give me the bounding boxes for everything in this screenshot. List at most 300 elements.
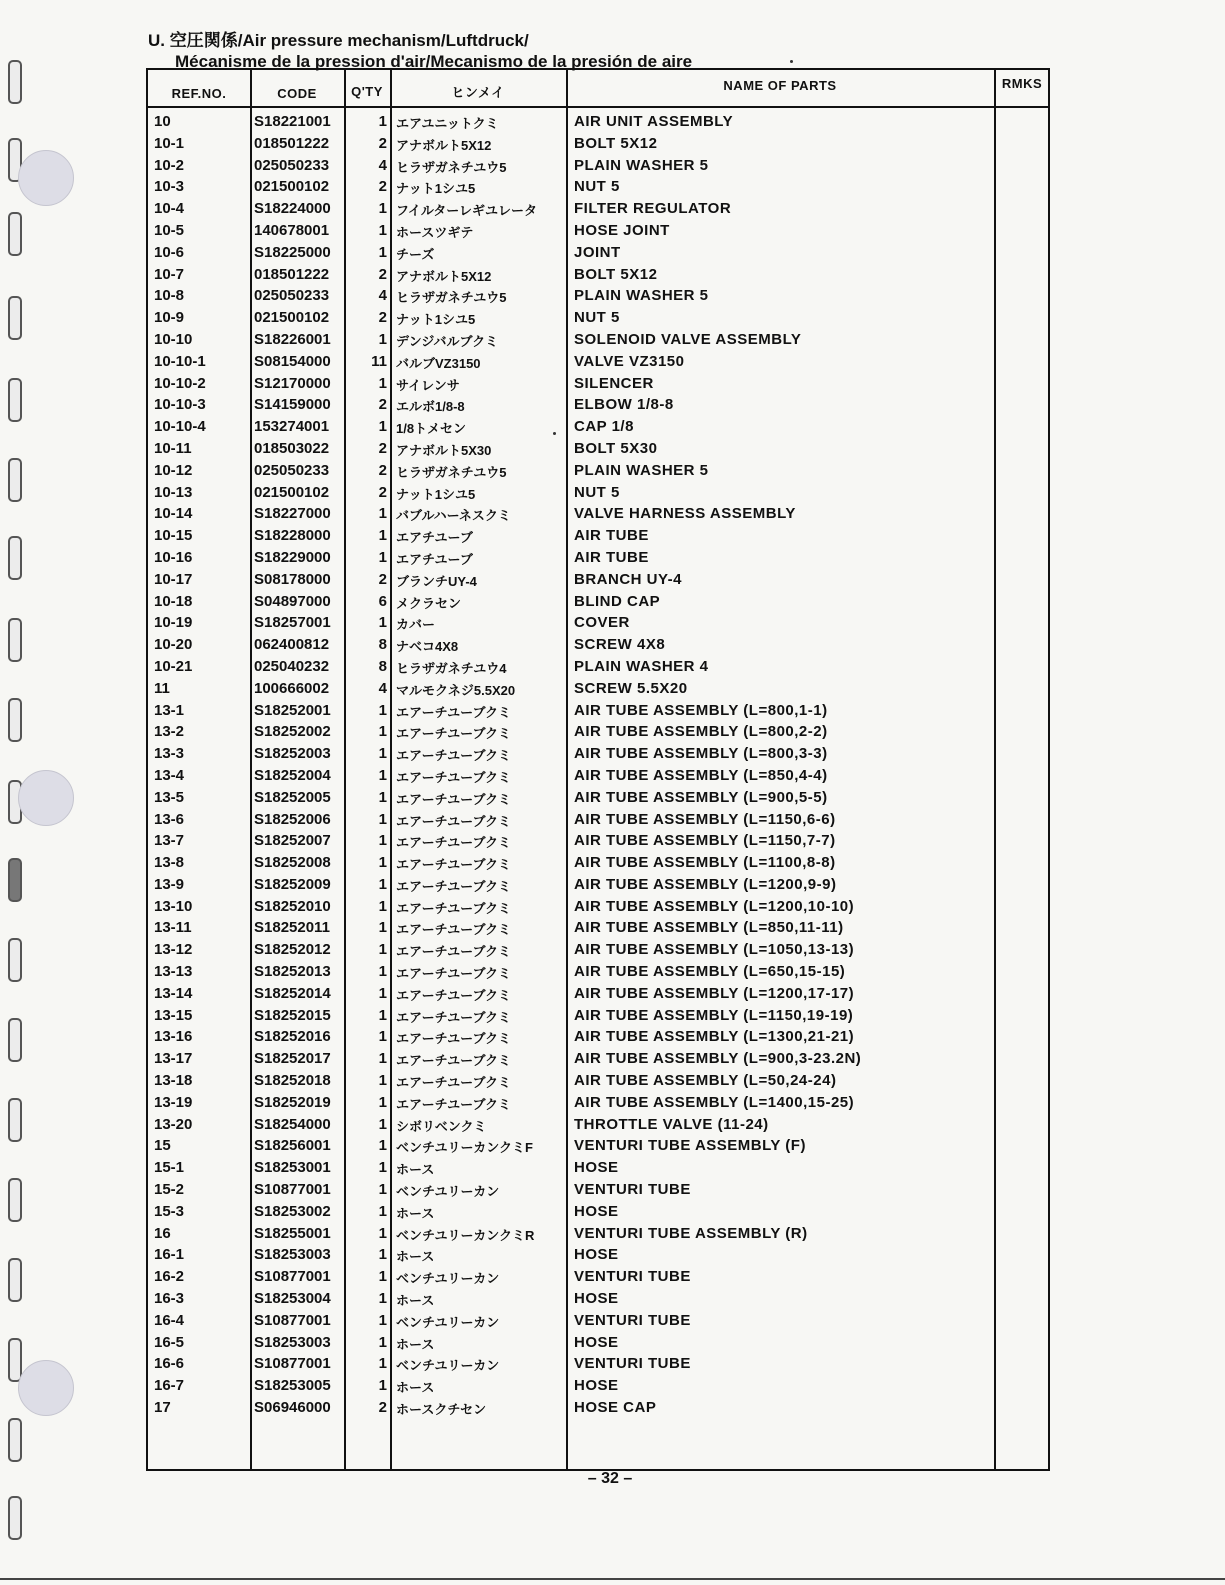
table-row [148, 1287, 1048, 1309]
table-row [148, 1004, 1048, 1026]
part-name-cell: PLAIN WASHER 4 [574, 657, 709, 675]
part-name-cell: BLIND CAP [574, 592, 661, 610]
part-name-cell: JOINT [574, 243, 621, 261]
ref-cell: 15 [154, 1137, 171, 1155]
part-name-cell: AIR UNIT ASSEMBLY [574, 113, 734, 130]
qty-cell: 1 [378, 766, 387, 784]
code-cell: S18252013 [254, 963, 331, 981]
part-name-cell: HOSE [574, 1290, 619, 1308]
speck [790, 60, 793, 63]
ref-cell: 16-7 [154, 1377, 185, 1395]
ref-cell: 13-1 [154, 701, 185, 719]
table-row [148, 284, 1048, 306]
table-row [148, 1134, 1048, 1156]
ref-cell: 13-10 [154, 897, 193, 915]
jp-name-cell: ホース [396, 1293, 435, 1309]
jp-name-cell: エアーチユーブクミ [396, 1053, 512, 1069]
binder-hole [8, 296, 22, 340]
table-row [148, 611, 1048, 633]
page-bottom-line [0, 1578, 1225, 1580]
table-row [148, 1113, 1048, 1135]
ref-cell: 15-2 [154, 1181, 185, 1199]
jp-name-cell: ナット1シユ5 [396, 486, 476, 502]
qty-cell: 1 [378, 330, 387, 348]
part-name-cell: AIR TUBE ASSEMBLY (L=800,2-2) [574, 723, 828, 741]
code-cell: S10877001 [254, 1268, 331, 1286]
part-name-cell: AIR TUBE ASSEMBLY (L=800,3-3) [574, 745, 828, 763]
qty-cell: 2 [378, 483, 387, 501]
qty-cell: 1 [378, 1246, 387, 1264]
table-row [148, 873, 1048, 895]
jp-name-cell: ベンチユリーカン [396, 1358, 500, 1374]
part-name-cell: SILENCER [574, 374, 654, 392]
ref-cell: 13-20 [154, 1115, 193, 1133]
jp-name-cell: ホース [396, 1336, 435, 1352]
jp-name-cell: ヒラザガネチユウ5 [396, 159, 507, 175]
part-name-cell: AIR TUBE ASSEMBLY (L=1200,9-9) [574, 875, 837, 893]
table-row [148, 1200, 1048, 1222]
code-cell: S18255001 [254, 1224, 331, 1242]
code-cell: S18252001 [254, 701, 331, 719]
part-name-cell: BRANCH UY-4 [574, 570, 683, 588]
ref-cell: 10-6 [154, 243, 185, 261]
part-name-cell: VALVE HARNESS ASSEMBLY [574, 505, 796, 523]
table-row [148, 154, 1048, 176]
part-name-cell: PLAIN WASHER 5 [574, 156, 709, 174]
qty-cell: 1 [378, 221, 387, 239]
ref-cell: 13-11 [154, 919, 192, 937]
qty-cell: 1 [378, 243, 387, 261]
qty-cell: 1 [378, 1093, 387, 1111]
ref-cell: 10-2 [154, 156, 185, 174]
scan-artifact [18, 150, 74, 206]
table-row [148, 197, 1048, 219]
part-name-cell: HOSE [574, 1159, 619, 1177]
ref-cell: 16-3 [154, 1290, 185, 1308]
table-row [148, 241, 1048, 263]
ref-cell: 10-3 [154, 178, 185, 196]
table-row [148, 1069, 1048, 1091]
table-row [148, 786, 1048, 808]
jp-name-cell: ベンチユリーカン [396, 1271, 500, 1287]
qty-cell: 1 [378, 548, 387, 566]
binder-hole [8, 1496, 22, 1540]
ref-cell: 13-2 [154, 723, 185, 741]
table-row [148, 590, 1048, 612]
code-cell: S18228000 [254, 527, 331, 545]
table-row [148, 132, 1048, 154]
jp-name-cell: エアーチユーブクミ [396, 1009, 512, 1025]
part-name-cell: AIR TUBE ASSEMBLY (L=1200,17-17) [574, 984, 855, 1002]
code-cell: S18252003 [254, 745, 331, 763]
binder-hole [8, 1258, 22, 1302]
part-name-cell: HOSE [574, 1333, 619, 1351]
qty-cell: 1 [378, 614, 387, 632]
part-name-cell: SCREW 5.5X20 [574, 679, 688, 697]
ref-cell: 13-19 [154, 1093, 193, 1111]
ref-cell: 13-7 [154, 832, 185, 850]
table-row [148, 524, 1048, 546]
code-cell: S18252008 [254, 854, 331, 872]
part-name-cell: VENTURI TUBE [574, 1311, 691, 1329]
qty-cell: 2 [378, 178, 387, 196]
ref-cell: 16-5 [154, 1333, 185, 1351]
qty-cell: 1 [378, 1137, 387, 1155]
ref-cell: 10-17 [154, 570, 193, 588]
table-row [148, 568, 1048, 590]
part-name-cell: BOLT 5X30 [574, 439, 658, 457]
jp-name-cell: シボリベンクミ [396, 1118, 487, 1134]
table-row [148, 655, 1048, 677]
qty-cell: 1 [378, 1202, 387, 1220]
ref-cell: 10-20 [154, 636, 193, 654]
jp-name-cell: ホース [396, 1162, 435, 1178]
jp-name-cell: 1/8トメセン [396, 421, 466, 437]
qty-cell: 6 [378, 592, 387, 610]
section-letter: U. [148, 31, 165, 50]
table-row [148, 1243, 1048, 1265]
ref-cell: 13-14 [154, 984, 193, 1002]
code-cell: 025040232 [254, 657, 330, 675]
qty-cell: 1 [378, 1333, 387, 1351]
table-row [148, 546, 1048, 568]
qty-cell: 1 [378, 1268, 387, 1286]
part-name-cell: AIR TUBE [574, 548, 649, 566]
table-row [148, 895, 1048, 917]
code-cell: S06946000 [254, 1399, 331, 1417]
binder-holes [4, 0, 64, 1585]
jp-name-cell: エアーチユーブクミ [396, 704, 512, 720]
binder-hole [8, 618, 22, 662]
jp-name-cell: エアーチユーブクミ [396, 769, 512, 785]
ref-cell: 13-13 [154, 963, 193, 981]
code-cell: 025050233 [254, 287, 330, 305]
jp-name-cell: ベンチユリーカンクミF [396, 1140, 533, 1156]
table-row [148, 372, 1048, 394]
qty-cell: 2 [378, 439, 387, 457]
table-row [148, 1374, 1048, 1396]
code-cell: 018501222 [254, 265, 330, 283]
code-cell: S18254000 [254, 1115, 331, 1133]
table-row [148, 808, 1048, 830]
code-cell: 025050233 [254, 461, 330, 479]
ref-cell: 10-12 [154, 461, 193, 479]
code-cell: S18252012 [254, 941, 331, 959]
ref-cell: 10-21 [154, 657, 193, 675]
scan-artifact [18, 770, 74, 826]
qty-cell: 8 [378, 636, 387, 654]
jp-name-cell: エアーチユーブクミ [396, 900, 512, 916]
code-cell: 100666002 [254, 679, 330, 697]
ref-cell: 15-1 [154, 1159, 185, 1177]
jp-name-cell: サイレンサ [396, 377, 460, 393]
jp-name-cell: デンジバルブクミ [396, 333, 499, 349]
jp-name-cell: ブランチUY-4 [396, 573, 477, 589]
jp-name-cell: ヒラザガネチユウ4 [396, 660, 507, 676]
code-cell: S12170000 [254, 374, 331, 392]
code-cell: S04897000 [254, 592, 331, 610]
binder-hole [8, 858, 22, 902]
code-cell: S18253003 [254, 1333, 331, 1351]
qty-cell: 1 [378, 897, 387, 915]
jp-name-cell: エルボ1/8-8 [396, 399, 465, 415]
jp-name-cell: マルモクネジ5.5X20 [396, 682, 516, 698]
jp-name-cell: フイルターレギユレータ [396, 203, 538, 219]
part-name-cell: AIR TUBE ASSEMBLY (L=1150,19-19) [574, 1006, 854, 1024]
header-code: CODE [277, 86, 317, 101]
table-row [148, 916, 1048, 938]
part-name-cell: AIR TUBE ASSEMBLY (L=1200,10-10) [574, 897, 855, 915]
table-row [148, 1309, 1048, 1331]
scan-artifact [18, 1360, 74, 1416]
jp-name-cell: エアーチユーブクミ [396, 878, 512, 894]
qty-cell: 2 [378, 396, 387, 414]
table-row [148, 415, 1048, 437]
code-cell: 153274001 [254, 418, 330, 436]
code-cell: S10877001 [254, 1311, 331, 1329]
ref-cell: 13-6 [154, 810, 185, 828]
code-cell: 021500102 [254, 483, 330, 501]
code-cell: 021500102 [254, 309, 330, 327]
table-row [148, 851, 1048, 873]
binder-hole [8, 1018, 22, 1062]
part-name-cell: AIR TUBE ASSEMBLY (L=800,1-1) [574, 701, 828, 719]
part-name-cell: AIR TUBE ASSEMBLY (L=850,4-4) [574, 766, 828, 784]
part-name-cell: AIR TUBE ASSEMBLY (L=1050,13-13) [574, 941, 855, 959]
qty-cell: 1 [378, 1159, 387, 1177]
qty-cell: 1 [378, 1355, 387, 1373]
ref-cell: 13-4 [154, 766, 185, 784]
part-name-cell: AIR TUBE ASSEMBLY (L=1100,8-8) [574, 854, 836, 872]
code-cell: S18256001 [254, 1137, 331, 1155]
code-cell: S10877001 [254, 1181, 331, 1199]
jp-name-cell: エアーチユーブクミ [396, 966, 512, 982]
table-row [148, 633, 1048, 655]
table-row [148, 829, 1048, 851]
jp-name-cell: ベンチユリーカン [396, 1184, 500, 1200]
jp-name-cell: エアーチユーブクミ [396, 726, 512, 742]
binder-hole [8, 938, 22, 982]
jp-name-cell: エアーチユーブクミ [396, 1075, 512, 1091]
binder-hole [8, 1418, 22, 1462]
table-row [148, 502, 1048, 524]
code-cell: S18229000 [254, 548, 331, 566]
part-name-cell: VALVE VZ3150 [574, 352, 685, 370]
part-name-cell: HOSE [574, 1246, 619, 1264]
table-row [148, 1025, 1048, 1047]
code-cell: S18252004 [254, 766, 331, 784]
part-name-cell: HOSE CAP [574, 1399, 657, 1417]
table-row [148, 219, 1048, 241]
title-line-2: Mécanisme de la pression d'air/Mecanismo de la presión de aire [175, 52, 693, 71]
part-name-cell: AIR TUBE ASSEMBLY (L=1150,7-7) [574, 832, 836, 850]
qty-cell: 1 [378, 1311, 387, 1329]
table-row [148, 764, 1048, 786]
binder-hole [8, 378, 22, 422]
table-row [148, 437, 1048, 459]
ref-cell: 15-3 [154, 1202, 185, 1220]
qty-cell: 1 [378, 1181, 387, 1199]
qty-cell: 1 [378, 1072, 387, 1090]
part-name-cell: FILTER REGULATOR [574, 200, 732, 218]
jp-name-cell: エアーチユーブクミ [396, 987, 512, 1003]
jp-name-cell: ホース [396, 1380, 435, 1396]
code-cell: S18252007 [254, 832, 331, 850]
part-name-cell: AIR TUBE ASSEMBLY (L=50,24-24) [574, 1072, 837, 1090]
code-cell: S18253005 [254, 1377, 331, 1395]
qty-cell: 2 [378, 309, 387, 327]
part-name-cell: SOLENOID VALVE ASSEMBLY [574, 330, 802, 348]
code-cell: S18252018 [254, 1072, 331, 1090]
code-cell: S18253003 [254, 1246, 331, 1264]
jp-name-cell: ベンチユリーカンクミR [396, 1227, 535, 1243]
table-row [148, 1156, 1048, 1178]
qty-cell: 2 [378, 265, 387, 283]
ref-cell: 10-10-3 [154, 396, 206, 414]
qty-cell: 2 [378, 134, 387, 152]
table-row [148, 1265, 1048, 1287]
qty-cell: 1 [378, 200, 387, 218]
qty-cell: 1 [378, 505, 387, 523]
header-divider [148, 106, 1048, 108]
qty-cell: 1 [378, 1290, 387, 1308]
ref-cell: 10-10-4 [154, 418, 206, 436]
qty-cell: 1 [378, 745, 387, 763]
jp-name-cell: エアーチユーブクミ [396, 791, 512, 807]
ref-cell: 13-5 [154, 788, 185, 806]
table-row [148, 1091, 1048, 1113]
table-row [148, 1396, 1048, 1418]
part-name-cell: SCREW 4X8 [574, 636, 666, 654]
jp-name-cell: ベンチユリーカン [396, 1314, 500, 1330]
title-line-1 [148, 30, 1048, 51]
part-name-cell: VENTURI TUBE ASSEMBLY (F) [574, 1137, 806, 1155]
jp-name-cell: エアユニットクミ [396, 116, 499, 131]
qty-cell: 1 [378, 701, 387, 719]
ref-cell: 13-15 [154, 1006, 193, 1024]
part-name-cell: CAP 1/8 [574, 418, 634, 436]
qty-cell: 2 [378, 570, 387, 588]
qty-cell: 1 [378, 963, 387, 981]
table-row [148, 1331, 1048, 1353]
code-cell: 018501222 [254, 134, 330, 152]
table-row [148, 1222, 1048, 1244]
qty-cell: 1 [378, 788, 387, 806]
jp-name-cell: カバー [396, 617, 436, 633]
code-cell: S18253001 [254, 1159, 331, 1177]
jp-name-cell: エアーチユーブクミ [396, 835, 512, 851]
jp-name-cell: アナボルト5X12 [396, 268, 492, 284]
header-qty: Q'TY [351, 84, 383, 99]
jp-name-cell: エアーチユーブクミ [396, 857, 512, 873]
header-rmks: RMKS [1001, 76, 1043, 91]
ref-cell: 10-10 [154, 330, 193, 348]
ref-cell: 13-18 [154, 1072, 193, 1090]
ref-cell: 13-3 [154, 745, 185, 763]
ref-cell: 13-12 [154, 941, 193, 959]
code-cell: 018503022 [254, 439, 330, 457]
part-name-cell: VENTURI TUBE [574, 1181, 691, 1199]
part-name-cell: PLAIN WASHER 5 [574, 287, 709, 305]
qty-cell: 11 [371, 352, 387, 370]
jp-name-cell: ナット1シユ5 [396, 312, 476, 328]
code-cell: S18225000 [254, 243, 331, 261]
binder-hole [8, 212, 22, 256]
ref-cell: 10-8 [154, 287, 185, 305]
table-row [148, 1352, 1048, 1374]
ref-cell: 10-19 [154, 614, 193, 632]
binder-hole [8, 458, 22, 502]
table-row [148, 459, 1048, 481]
qty-cell: 1 [378, 941, 387, 959]
table-row [148, 1178, 1048, 1200]
binder-hole [8, 1178, 22, 1222]
parts-table [146, 68, 1050, 1471]
ref-cell: 10-10-1 [154, 352, 206, 370]
table-row [148, 481, 1048, 503]
ref-cell: 16-1 [154, 1246, 185, 1264]
jp-name-cell: ナット1シユ5 [396, 181, 476, 197]
part-name-cell: ELBOW 1/8-8 [574, 396, 674, 414]
ref-cell: 10-11 [154, 439, 192, 457]
binder-hole [8, 698, 22, 742]
header-name-of-parts: NAME OF PARTS [723, 78, 837, 93]
jp-name-cell: チーズ [396, 246, 435, 262]
code-cell: S18252016 [254, 1028, 331, 1046]
ref-cell: 11 [154, 679, 170, 697]
ref-cell: 13-8 [154, 854, 185, 872]
qty-cell: 1 [378, 875, 387, 893]
code-cell: S08178000 [254, 570, 331, 588]
ref-cell: 16-2 [154, 1268, 185, 1286]
ref-cell: 16-4 [154, 1311, 185, 1329]
table-row [148, 960, 1048, 982]
qty-cell: 2 [378, 1399, 387, 1417]
code-cell: 025050233 [254, 156, 330, 174]
binder-hole [8, 536, 22, 580]
ref-cell: 10-9 [154, 309, 185, 327]
table-row [148, 1047, 1048, 1069]
table-row [148, 263, 1048, 285]
qty-cell: 1 [378, 919, 387, 937]
code-cell: S18252005 [254, 788, 331, 806]
part-name-cell: AIR TUBE ASSEMBLY (L=850,11-11) [574, 919, 844, 937]
table-row [148, 175, 1048, 197]
section-title [148, 30, 1048, 72]
table-row [148, 677, 1048, 699]
part-name-cell: HOSE [574, 1202, 619, 1220]
code-cell: S14159000 [254, 396, 331, 414]
code-cell: S18252017 [254, 1050, 331, 1068]
jp-name-cell: エアーチユーブクミ [396, 922, 512, 938]
table-row [148, 742, 1048, 764]
qty-cell: 4 [378, 156, 387, 174]
jp-name-cell: メクラセン [396, 595, 462, 611]
part-name-cell: BOLT 5X12 [574, 265, 658, 283]
ref-cell: 13-16 [154, 1028, 193, 1046]
code-cell: S18224000 [254, 200, 331, 218]
ref-cell: 10-4 [154, 200, 185, 218]
ref-cell: 10-1 [154, 134, 185, 152]
header-ref: REF.NO. [171, 86, 227, 101]
code-cell: S18221001 [254, 113, 331, 130]
qty-cell: 1 [378, 1377, 387, 1395]
part-name-cell: AIR TUBE ASSEMBLY (L=1150,6-6) [574, 810, 836, 828]
code-cell: S18252009 [254, 875, 331, 893]
qty-cell: 1 [378, 854, 387, 872]
part-name-cell: COVER [574, 614, 630, 632]
qty-cell: 1 [378, 1006, 387, 1024]
